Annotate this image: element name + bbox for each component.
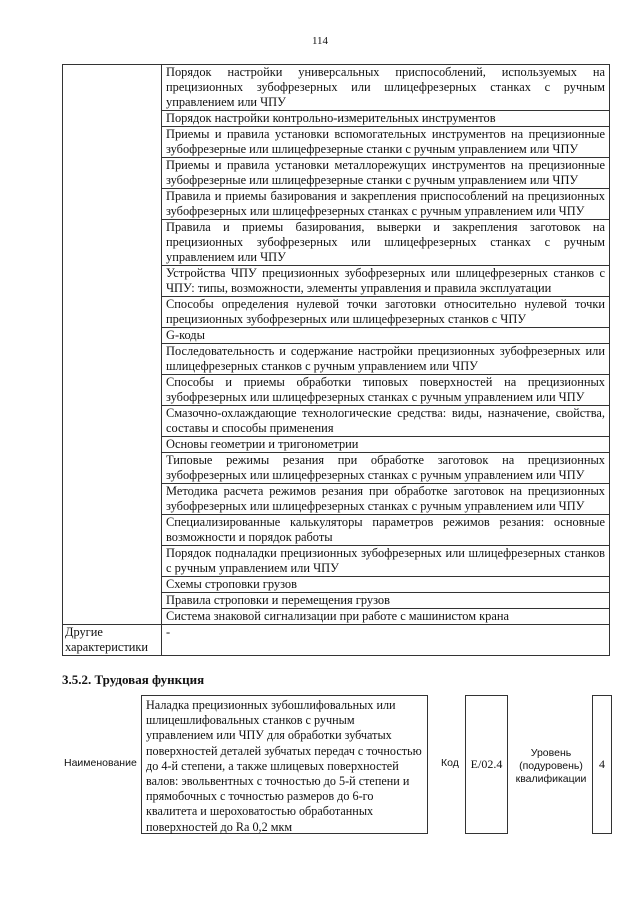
knowledge-item: Основы геометрии и тригонометрии xyxy=(162,437,610,453)
section-heading: 3.5.2. Трудовая функция xyxy=(62,672,205,687)
knowledge-item: Смазочно-охлаждающие технологические средства: виды, назначение, свойства, составы и способы применения xyxy=(162,406,610,437)
knowledge-item: Система знаковой сигнализации при работе с машинистом крана xyxy=(162,609,610,625)
knowledge-item: Способы и приемы обработки типовых поверхностей на прецизионных зубофрезерных или шлицефрезерных станках с ручным управлением или ЧПУ xyxy=(162,375,610,406)
required-knowledge-table xyxy=(62,64,610,656)
knowledge-item: Последовательность и содержание настройки прецизионных зубофрезерных или шлицефрезерных станков с ручным управлением или ЧПУ xyxy=(162,344,610,375)
knowledge-item: Порядок подналадки прецизионных зубофрезерных или шлицефрезерных станков с ручным управлением или ЧПУ xyxy=(162,546,610,577)
knowledge-item: Способы определения нулевой точки заготовки относительно нулевой точки прецизионных зубофрезерных или шлицефрезерных станков с ЧПУ xyxy=(162,297,610,328)
function-name-cell: Наладка прецизионных зубошлифовальных или шлицешлифовальных станков с ручным управлением или ЧПУ для обработки зубчатых поверхностей деталей зубчатых передач с точностью до 4-й степени, а также шлицевых поверхностей валов: эвольвентных с точностью до 5-й степени и прямобочных с точностью размеров до 6-го квалитета и шероховатостью обработанных поверхностей до Ra 0,2 мкм xyxy=(141,695,428,834)
page-number: 114 xyxy=(311,35,329,47)
knowledge-item: Правила и приемы базирования и закрепления приспособлений на прецизионных зубофрезерных или шлицефрезерных станках с ручным управлением или ЧПУ xyxy=(162,189,610,220)
knowledge-row xyxy=(63,65,610,111)
code-label: Код xyxy=(441,757,459,769)
other-characteristics-label: Другие характеристики xyxy=(63,625,162,656)
qualification-level-label: Уровень (подуровень) квалификации xyxy=(515,747,587,785)
knowledge-item: Правила строповки и перемещения грузов xyxy=(162,593,610,609)
code-value-cell: E/02.4 xyxy=(465,695,508,834)
knowledge-label-cell xyxy=(63,65,162,625)
other-characteristics-value: - xyxy=(162,625,610,656)
knowledge-item: Специализированные калькуляторы параметров режимов резания: основные возможности и порядок работы xyxy=(162,515,610,546)
knowledge-item: Приемы и правила установки вспомогательных инструментов на прецизионные зубофрезерные или шлицефрезерные станки с ручным управлением или ЧПУ xyxy=(162,127,610,158)
labor-function-row xyxy=(62,695,612,836)
knowledge-item: Типовые режимы резания при обработке заготовок на прецизионных зубофрезерных или шлицефрезерных станках с ручным управлением или ЧПУ xyxy=(162,453,610,484)
knowledge-item: Порядок настройки универсальных приспособлений, используемых на прецизионных зубофрезерных или шлицефрезерных станках с ручным управлением или ЧПУ xyxy=(162,65,610,111)
knowledge-item: Порядок настройки контрольно-измерительных инструментов xyxy=(162,111,610,127)
name-label: Наименование xyxy=(64,757,137,769)
knowledge-item: Методика расчета режимов резания при обработке заготовок на прецизионных зубофрезерных или шлицефрезерных станках с ручным управлением или ЧПУ xyxy=(162,484,610,515)
knowledge-item: Схемы строповки грузов xyxy=(162,577,610,593)
knowledge-item: G-коды xyxy=(162,328,610,344)
knowledge-item: Устройства ЧПУ прецизионных зубофрезерных или шлицефрезерных станков с ЧПУ: типы, возможности, элементы управления и правила эксплуатации xyxy=(162,266,610,297)
other-characteristics-row xyxy=(63,625,610,656)
qualification-level-cell: 4 xyxy=(592,695,612,834)
knowledge-item: Правила и приемы базирования, выверки и закрепления заготовок на прецизионных зубофрезерных или шлицефрезерных станках с ручным управлением или ЧПУ xyxy=(162,220,610,266)
knowledge-item: Приемы и правила установки металлорежущих инструментов на прецизионные зубофрезерные или шлицефрезерные станки с ручным управлением или ЧПУ xyxy=(162,158,610,189)
